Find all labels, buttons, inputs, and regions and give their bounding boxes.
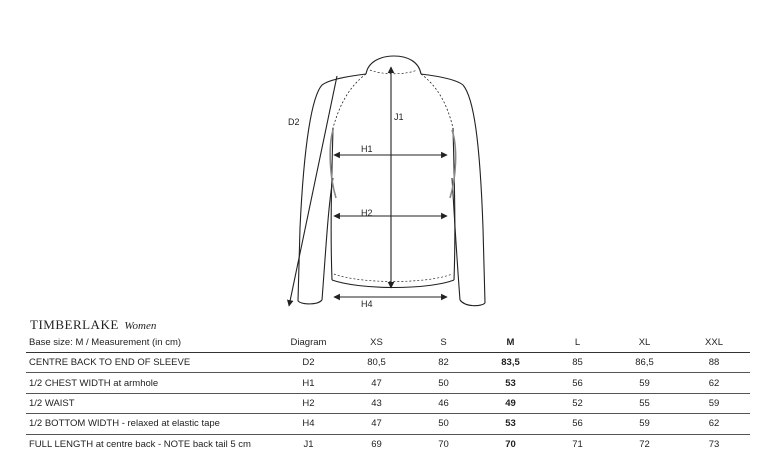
size-column-header: L: [544, 332, 611, 353]
size-value: 62: [678, 373, 750, 393]
size-value: 73: [708, 438, 720, 450]
size-value: 52: [544, 393, 611, 413]
measurement-label: 1/2 BOTTOM WIDTH - relaxed at elastic tape: [26, 414, 274, 434]
size-column-header: XXL: [678, 332, 750, 353]
measurement-label: 1/2 WAIST: [26, 393, 274, 413]
size-value: 46: [410, 393, 477, 413]
size-chart-table: [26, 332, 750, 454]
size-column-header: XL: [611, 332, 678, 353]
diagram-code: J1: [303, 438, 314, 450]
j1-label: J1: [394, 112, 404, 122]
diagram-column-header: Diagram: [274, 332, 343, 353]
size-column-header: M: [477, 332, 544, 353]
size-value: 62: [678, 414, 750, 434]
jacket-measurement-diagram: [270, 48, 500, 318]
size-value: 56: [544, 414, 611, 434]
table-header-row: [26, 332, 750, 353]
h4-label: H4: [361, 299, 373, 309]
size-value: 70: [438, 438, 449, 450]
size-value: 59: [611, 373, 678, 393]
measurement-label: 1/2 CHEST WIDTH at armhole: [26, 373, 274, 393]
size-value: 55: [611, 393, 678, 413]
product-title: [30, 317, 156, 333]
product-variant: Women: [124, 320, 157, 332]
size-value: 82: [410, 353, 477, 373]
base-size-note: Base size: M / Measurement (in cm): [26, 332, 274, 353]
table-row: [26, 353, 750, 373]
size-value: 53: [477, 373, 544, 393]
h2-label: H2: [361, 208, 373, 218]
diagram-code: H1: [274, 373, 343, 393]
h1-label: H1: [361, 144, 373, 154]
size-value: 71: [572, 438, 583, 450]
size-value: 86,5: [611, 353, 678, 373]
diagram-code: H2: [274, 393, 343, 413]
size-value: 88: [678, 353, 750, 373]
diagram-code: D2: [274, 353, 343, 373]
size-value: 53: [477, 414, 544, 434]
size-value: 47: [343, 414, 410, 434]
size-value: 80,5: [343, 353, 410, 373]
size-value: 43: [343, 393, 410, 413]
product-name: TIMBERLAKE: [30, 317, 119, 332]
diagram-code: H4: [274, 414, 343, 434]
measurement-label: FULL LENGTH at centre back - NOTE back tail 5 cm: [29, 438, 251, 450]
size-value: 70: [505, 438, 516, 450]
d2-label: D2: [288, 117, 300, 127]
d2-arrow: [289, 76, 337, 306]
size-value: 50: [410, 414, 477, 434]
size-column-header: XS: [343, 332, 410, 353]
table-row: [26, 434, 750, 454]
size-value: 49: [477, 393, 544, 413]
size-value: 50: [410, 373, 477, 393]
size-value: 85: [544, 353, 611, 373]
size-value: 59: [678, 393, 750, 413]
measurement-label: CENTRE BACK TO END OF SLEEVE: [26, 353, 274, 373]
measure-lines: [289, 67, 447, 306]
size-value: 83,5: [477, 353, 544, 373]
size-value: 47: [343, 373, 410, 393]
size-value: 56: [544, 373, 611, 393]
size-value: 69: [371, 438, 382, 450]
size-value: 59: [611, 414, 678, 434]
size-column-header: S: [410, 332, 477, 353]
table-row: [26, 393, 750, 413]
size-value: 72: [639, 438, 650, 450]
table-row: [26, 414, 750, 434]
table-row: [26, 373, 750, 393]
